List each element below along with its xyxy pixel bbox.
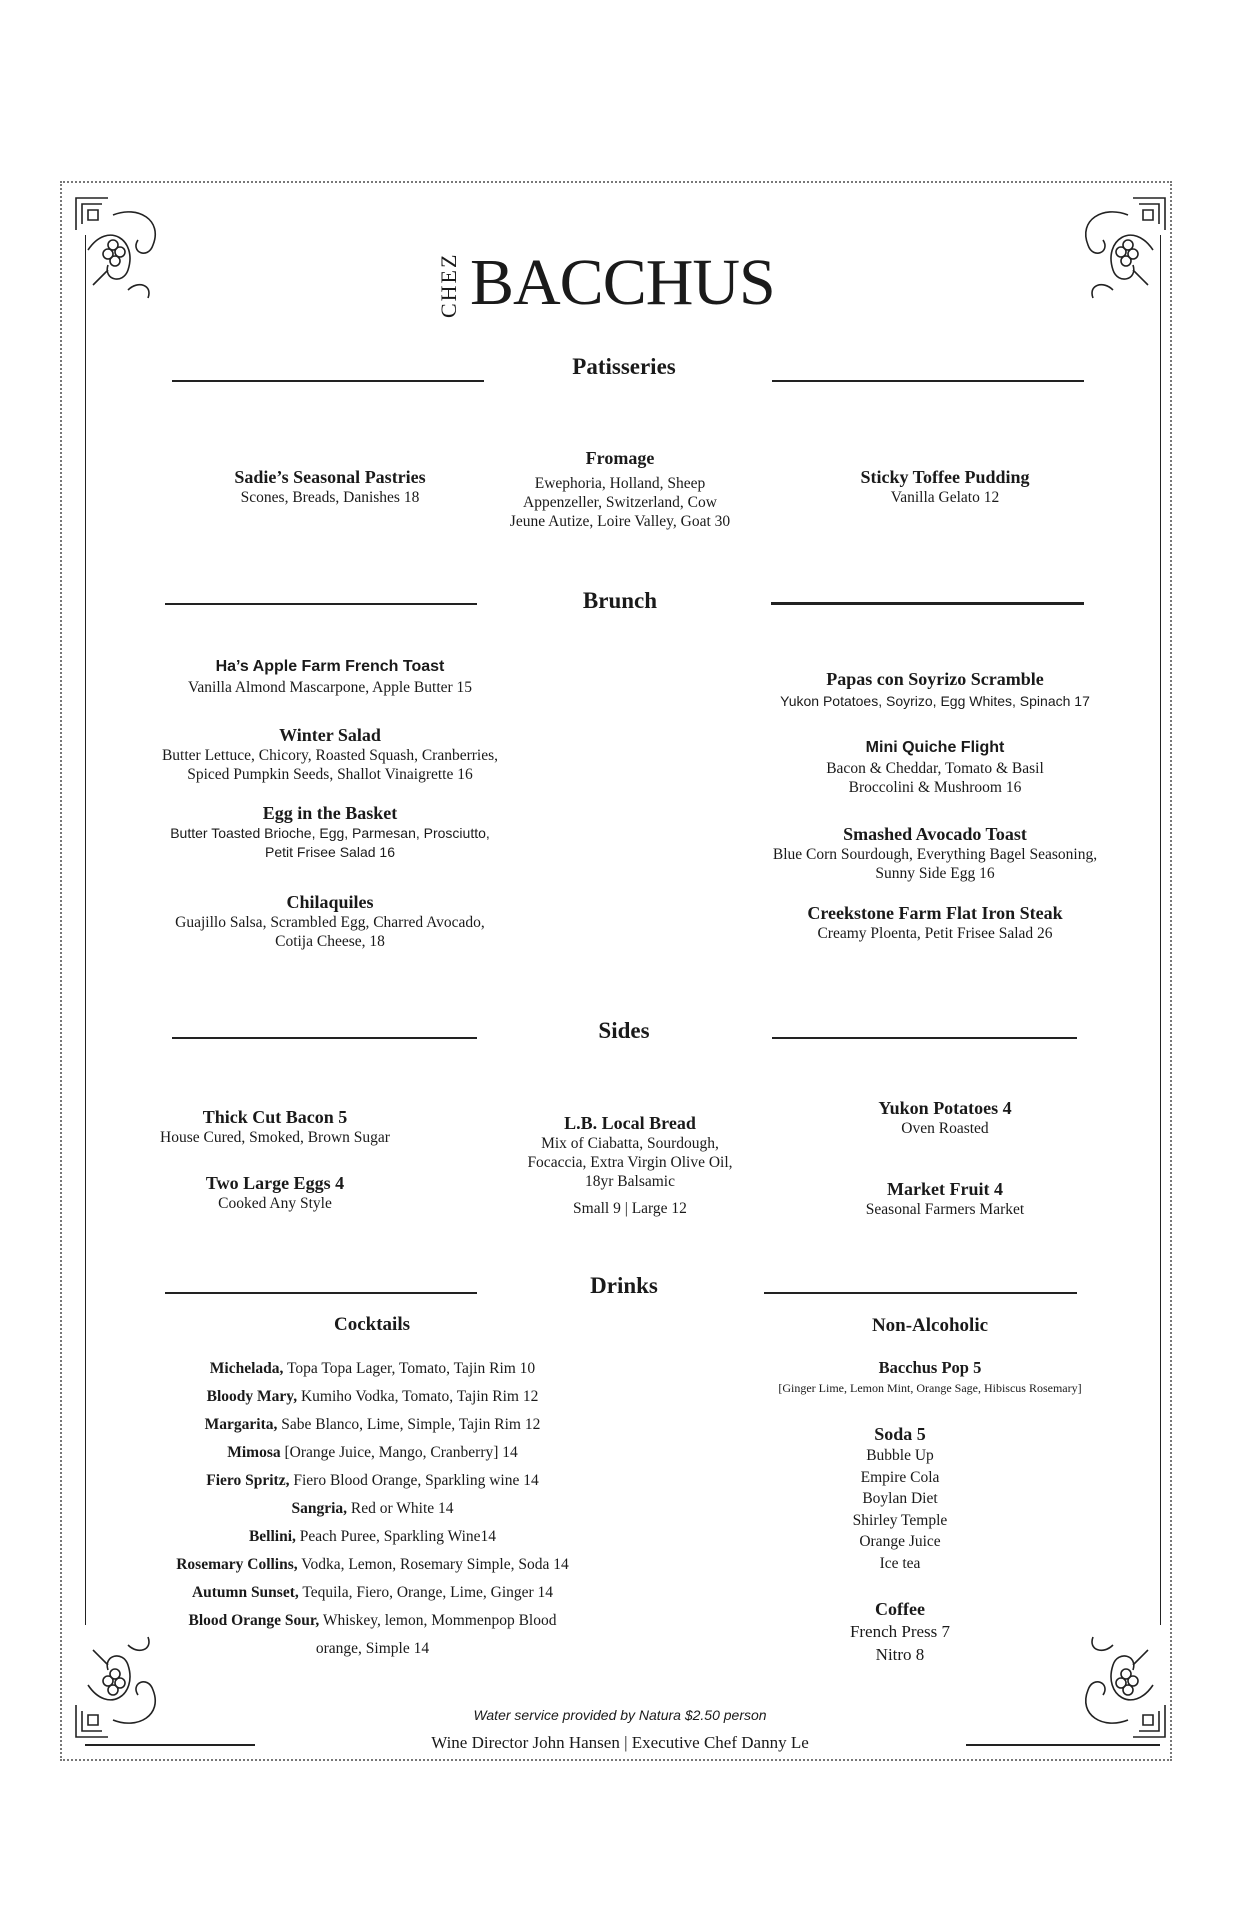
menu-item — [800, 1598, 1000, 1666]
cocktail-list — [120, 1355, 625, 1663]
corner-vine-ornament-icon — [68, 190, 198, 310]
menu-item — [120, 724, 540, 784]
item-desc: Petit Frisee Salad 16 — [265, 844, 395, 860]
item-desc: Mix of Ciabatta, Sourdough, — [541, 1135, 719, 1152]
inner-border-left — [85, 235, 86, 1625]
menu-item — [490, 1112, 770, 1218]
item-desc: Jeune Autize, Loire Valley, Goat 30 — [509, 513, 731, 530]
menu-item — [170, 466, 490, 507]
item-desc: Appenzeller, Switzerland, Cow — [523, 494, 717, 511]
logo-bacchus: BACCHUS — [470, 246, 775, 319]
item-desc: Focaccia, Extra Virgin Olive Oil, — [527, 1154, 733, 1171]
section-rule — [772, 1037, 1077, 1039]
menu-item — [470, 447, 770, 531]
item-desc: Cotija Cheese, 18 — [275, 933, 385, 950]
menu-item — [130, 1106, 420, 1147]
item-desc: Orange Juice — [859, 1533, 941, 1550]
item-desc: Bacon & Cheddar, Tomato & Basil — [826, 760, 1044, 777]
section-rule — [165, 1292, 477, 1294]
item-desc: Boylan Diet — [862, 1490, 938, 1507]
item-name: Sadie’s Seasonal Pastries — [234, 467, 426, 487]
cocktail-item: Mimosa [Orange Juice, Mango, Cranberry] 14 — [227, 1444, 518, 1461]
menu-item — [700, 1357, 1160, 1398]
cocktail-item: Margarita, Sabe Blanco, Lime, Simple, Tajin Rim 12 — [204, 1416, 541, 1433]
menu-item — [130, 1172, 420, 1213]
staff-credits: Wine Director John Hansen | Executive Chef Danny Le — [431, 1733, 809, 1752]
item-desc: Empire Cola — [860, 1468, 940, 1486]
item-desc: Shirley Temple — [852, 1511, 948, 1529]
item-desc: Ice tea — [879, 1554, 921, 1572]
water-service-note: Water service provided by Natura $2.50 person — [473, 1707, 767, 1723]
section-title-patisseries: Patisseries — [572, 354, 676, 379]
cocktail-item-continued: orange, Simple 14 — [315, 1640, 430, 1657]
cocktail-item: Michelada, Topa Topa Lager, Tomato, Tajin Rim 10 — [209, 1360, 536, 1377]
menu-item — [800, 1097, 1090, 1138]
item-name: Egg in the Basket — [262, 803, 398, 823]
item-desc: French Press 7 — [849, 1622, 951, 1641]
subsection-cocktails: Cocktails — [334, 1314, 410, 1335]
item-desc: House Cured, Smoked, Brown Sugar — [160, 1129, 390, 1146]
item-desc: Ewephoria, Holland, Sheep — [534, 475, 706, 492]
menu-item — [740, 668, 1130, 711]
section-rule — [172, 380, 484, 382]
item-name: Chilaquiles — [286, 892, 374, 912]
cocktail-item: Blood Orange Sour, Whiskey, lemon, Mommenpop Blood — [188, 1612, 557, 1629]
item-desc: Butter Toasted Brioche, Egg, Parmesan, Prosciutto, — [170, 825, 490, 841]
item-name: Mini Quiche Flight — [865, 739, 1005, 756]
item-name: Fromage — [585, 448, 655, 468]
item-desc: Creamy Ploenta, Petit Frisee Salad 26 — [817, 925, 1053, 942]
item-desc: Yukon Potatoes, Soyrizo, Egg Whites, Spinach 17 — [780, 693, 1090, 709]
section-rule — [172, 1037, 477, 1039]
item-desc: Butter Lettuce, Chicory, Roasted Squash, Cranberries, — [161, 747, 499, 764]
cocktail-item: Autumn Sunset, Tequila, Fiero, Orange, Lime, Ginger 14 — [191, 1584, 554, 1601]
corner-vine-ornament-icon — [1043, 1625, 1173, 1745]
item-desc: Vanilla Gelato 12 — [890, 489, 1000, 506]
section-title-sides: Sides — [598, 1018, 650, 1043]
item-name: Bacchus Pop 5 — [878, 1358, 982, 1377]
item-desc: Spiced Pumpkin Seeds, Shallot Vinaigrette 16 — [187, 766, 473, 783]
item-desc: [Ginger Lime, Lemon Mint, Orange Sage, Hibiscus Rosemary] — [778, 1381, 1082, 1395]
corner-vine-ornament-icon — [1043, 190, 1173, 310]
item-desc: Guajillo Salsa, Scrambled Egg, Charred Avocado, — [175, 914, 485, 931]
menu-item — [800, 1178, 1090, 1219]
item-name: Thick Cut Bacon 5 — [202, 1107, 348, 1127]
item-desc: Vanilla Almond Mascarpone, Apple Butter 15 — [187, 679, 473, 696]
item-name: Yukon Potatoes 4 — [878, 1098, 1012, 1118]
menu-item — [790, 466, 1100, 507]
bottom-left-rule — [85, 1744, 255, 1746]
item-name: Winter Salad — [279, 725, 381, 745]
bottom-right-rule — [966, 1744, 1160, 1746]
menu-item — [130, 656, 530, 697]
item-name: Ha’s Apple Farm French Toast — [215, 658, 445, 675]
cocktail-item: Bellini, Peach Puree, Sparkling Wine14 — [248, 1528, 497, 1545]
item-name: Creekstone Farm Flat Iron Steak — [807, 903, 1063, 923]
menu-item — [740, 737, 1130, 797]
item-name: Soda 5 — [874, 1424, 926, 1444]
item-name: Market Fruit 4 — [887, 1179, 1003, 1199]
item-desc: Oven Roasted — [901, 1120, 989, 1137]
item-name: Sticky Toffee Pudding — [860, 467, 1030, 487]
inner-border-right — [1160, 235, 1161, 1625]
cocktail-item: Fiero Spritz, Fiero Blood Orange, Sparkling wine 14 — [206, 1472, 539, 1489]
item-desc: Blue Corn Sourdough, Everything Bagel Seasoning, — [772, 846, 1098, 863]
item-name: Two Large Eggs 4 — [205, 1173, 345, 1193]
menu-item — [800, 1423, 1000, 1574]
section-rule — [764, 1292, 1077, 1294]
section-rule — [165, 603, 477, 605]
menu-item — [740, 902, 1130, 943]
menu-item — [740, 823, 1130, 883]
section-rule — [772, 380, 1084, 382]
item-name: Papas con Soyrizo Scramble — [826, 669, 1044, 689]
item-desc: Sunny Side Egg 16 — [875, 865, 995, 882]
menu-item — [130, 891, 530, 951]
section-title-brunch: Brunch — [582, 588, 658, 613]
cocktail-item: Sangria, Red or White 14 — [291, 1500, 454, 1517]
subsection-non-alcoholic: Non-Alcoholic — [871, 1315, 989, 1336]
menu-item — [130, 802, 530, 862]
item-desc: Cooked Any Style — [218, 1195, 332, 1212]
item-desc: Broccolini & Mushroom 16 — [848, 779, 1022, 796]
item-desc: 18yr Balsamic — [585, 1173, 675, 1190]
section-rule — [771, 602, 1084, 605]
item-desc: Bubble Up — [866, 1447, 934, 1464]
item-name: Coffee — [875, 1599, 925, 1619]
item-desc: Nitro 8 — [875, 1645, 925, 1664]
cocktail-item: Rosemary Collins, Vodka, Lemon, Rosemary Simple, Soda 14 — [176, 1556, 569, 1573]
item-desc: Seasonal Farmers Market — [865, 1201, 1025, 1218]
cocktail-item: Bloody Mary, Kumiho Vodka, Tomato, Tajin Rim 12 — [206, 1388, 539, 1405]
item-desc: Scones, Breads, Danishes 18 — [240, 489, 420, 506]
item-price: Small 9 | Large 12 — [573, 1200, 687, 1217]
item-name: Smashed Avocado Toast — [843, 824, 1027, 844]
section-title-drinks: Drinks — [590, 1273, 658, 1298]
logo-chez: CHEZ — [436, 252, 461, 318]
item-name: L.B. Local Bread — [564, 1113, 696, 1133]
